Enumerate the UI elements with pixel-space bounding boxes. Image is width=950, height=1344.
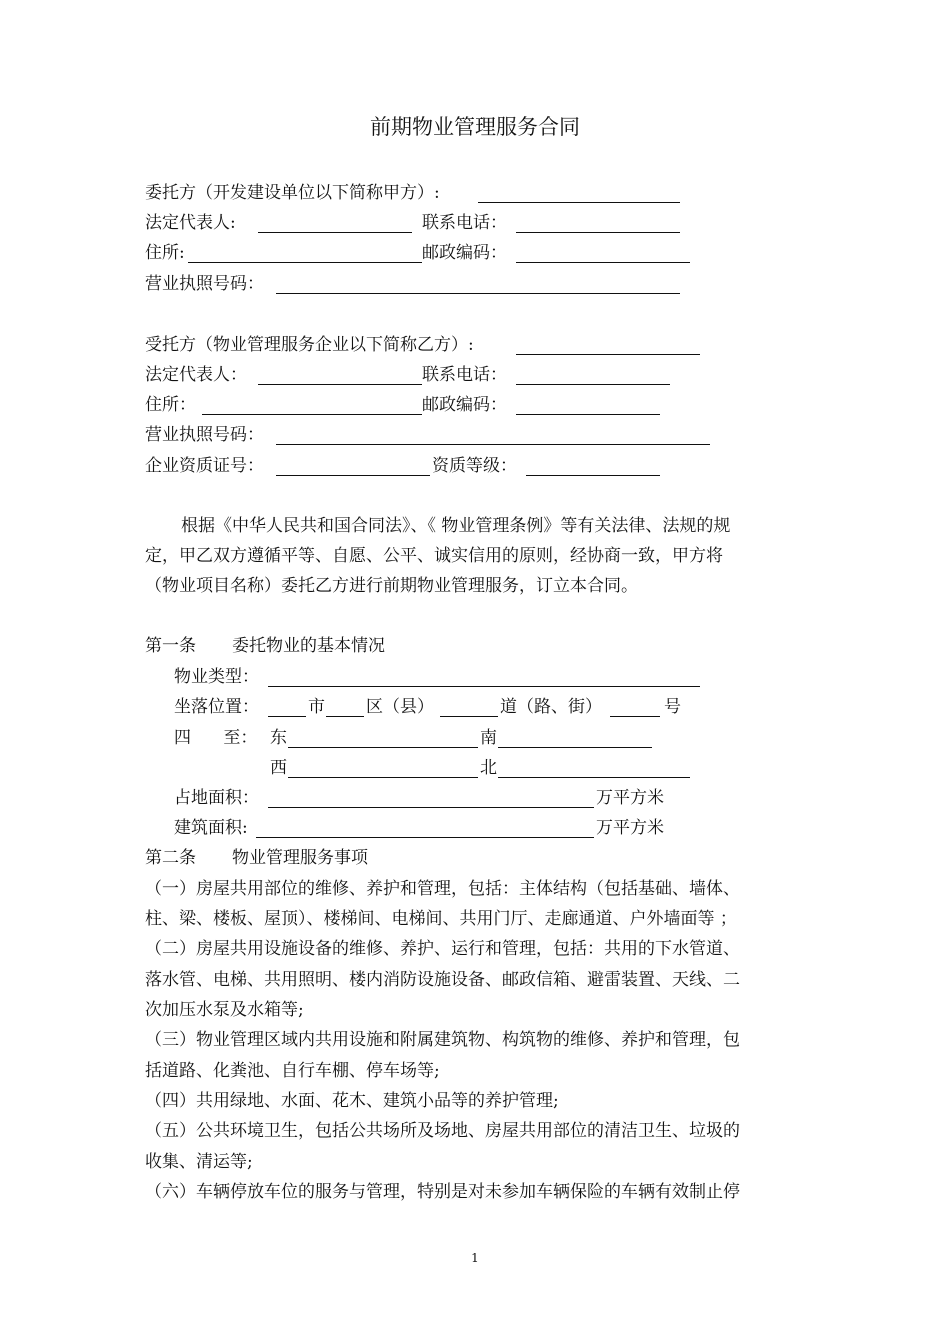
land-area-label: 占地面积： bbox=[174, 788, 259, 808]
location-road-text: 道（路、街） bbox=[500, 697, 602, 717]
page-number: 1 bbox=[471, 1251, 479, 1265]
land-area-unit: 万平方米 bbox=[596, 788, 664, 808]
party-a-legal-rep-label: 法定代表人: bbox=[145, 213, 236, 233]
article-2-line: （一）房屋共用部位的维修、养护和管理，包括：主体结构（包括基础、墙体、 bbox=[145, 879, 740, 899]
party-a-license-line[interactable] bbox=[276, 293, 680, 294]
location-district-line[interactable] bbox=[326, 716, 364, 717]
article-2-title: 物业管理服务事项 bbox=[232, 848, 368, 868]
article-2-line: 次加压水泵及水箱等; bbox=[145, 1000, 304, 1020]
article-2-line: （四）共用绿地、水面、花木、建筑小品等的养护管理; bbox=[145, 1091, 559, 1111]
party-b-legal-rep-label: 法定代表人： bbox=[145, 365, 247, 385]
party-b-phone-label: 联系电话： bbox=[422, 365, 507, 385]
building-area-label: 建筑面积: bbox=[174, 818, 248, 838]
article-2-line: （五）公共环境卫生，包括公共场所及场地、房屋共用部位的清洁卫生、垃圾的 bbox=[145, 1121, 740, 1141]
party-b-qualification-cert-label: 企业资质证号： bbox=[145, 456, 264, 476]
party-b-name-line[interactable] bbox=[516, 354, 700, 355]
bound-south-line[interactable] bbox=[498, 747, 652, 748]
land-area-line[interactable] bbox=[268, 807, 594, 808]
bound-west-text: 西 bbox=[270, 758, 287, 778]
document-title: 前期物业管理服务合同 bbox=[370, 115, 580, 139]
article-2-line: （二）房屋共用设施设备的维修、养护、运行和管理，包括：共用的下水管道、 bbox=[145, 939, 740, 959]
party-a-address-line[interactable] bbox=[188, 262, 422, 263]
party-b-address-label: 住所： bbox=[145, 395, 196, 415]
party-a-license-label: 营业执照号码： bbox=[145, 274, 264, 294]
party-b-qualification-level-label: 资质等级： bbox=[432, 456, 517, 476]
article-2-number: 第二条 bbox=[145, 848, 196, 868]
intro-line: 根据《中华人民共和国合同法》、《 物业管理条例》等有关法律、法规的规 bbox=[181, 516, 731, 536]
party-a-legal-rep-line[interactable] bbox=[258, 232, 412, 233]
bound-west-line[interactable] bbox=[288, 777, 478, 778]
location-road-line[interactable] bbox=[440, 716, 498, 717]
article-2-line: （三）物业管理区域内共用设施和附属建筑物、构筑物的维修、养护和管理，包 bbox=[145, 1030, 740, 1050]
party-b-address-line[interactable] bbox=[202, 414, 422, 415]
article-2-line: 落水管、电梯、共用照明、楼内消防设施设备、邮政信箱、避雷装置、天线、二 bbox=[145, 970, 740, 990]
party-b-license-label: 营业执照号码： bbox=[145, 425, 264, 445]
building-area-line[interactable] bbox=[256, 837, 594, 838]
party-a-name-line[interactable] bbox=[478, 202, 680, 203]
location-city-line[interactable] bbox=[268, 716, 306, 717]
party-b-phone-line[interactable] bbox=[516, 384, 670, 385]
article-2-line: （六）车辆停放车位的服务与管理，特别是对未参加车辆保险的车辆有效制止停 bbox=[145, 1182, 740, 1202]
party-a-phone-label: 联系电话： bbox=[422, 213, 507, 233]
bound-east-text: 东 bbox=[270, 728, 287, 748]
location-label: 坐落位置： bbox=[174, 697, 259, 717]
party-a-phone-line[interactable] bbox=[516, 232, 680, 233]
intro-line: （物业项目名称）委托乙方进行前期物业管理服务，订立本合同。 bbox=[145, 576, 638, 596]
property-type-label: 物业类型： bbox=[174, 667, 259, 687]
bound-south-text: 南 bbox=[480, 728, 497, 748]
party-a-address-label: 住所: bbox=[145, 243, 185, 263]
location-number-line[interactable] bbox=[610, 716, 660, 717]
party-b-qualification-level-line[interactable] bbox=[526, 475, 660, 476]
bounds-label: 四 至： bbox=[174, 728, 258, 748]
article-2-line: 括道路、化粪池、自行车棚、停车场等; bbox=[145, 1061, 440, 1081]
bound-north-line[interactable] bbox=[498, 777, 690, 778]
party-b-heading: 受托方（物业管理服务企业以下简称乙方）: bbox=[145, 335, 474, 355]
property-type-line[interactable] bbox=[268, 686, 700, 687]
party-b-qualification-cert-line[interactable] bbox=[276, 475, 430, 476]
article-2-line: 柱、梁、楼板、屋顶）、楼梯间、电梯间、共用门厅、走廊通道、户外墙面等 ； bbox=[145, 909, 737, 929]
article-2-line: 收集、清运等; bbox=[145, 1152, 253, 1172]
bound-east-line[interactable] bbox=[288, 747, 478, 748]
party-b-license-line[interactable] bbox=[276, 444, 710, 445]
building-area-unit: 万平方米 bbox=[596, 818, 664, 838]
party-b-postcode-line[interactable] bbox=[516, 414, 660, 415]
intro-line: 定，甲乙双方遵循平等、自愿、公平、诚实信用的原则，经协商一致，甲方将 bbox=[145, 546, 723, 566]
article-1-number: 第一条 bbox=[145, 636, 196, 656]
bound-north-text: 北 bbox=[480, 758, 497, 778]
location-district-text: 区（县） bbox=[366, 697, 434, 717]
location-number-text: 号 bbox=[664, 697, 681, 717]
party-a-postcode-line[interactable] bbox=[516, 262, 690, 263]
party-a-postcode-label: 邮政编码： bbox=[422, 243, 507, 263]
article-1-title: 委托物业的基本情况 bbox=[232, 636, 385, 656]
party-b-postcode-label: 邮政编码： bbox=[422, 395, 507, 415]
party-a-heading: 委托方（开发建设单位以下简称甲方）: bbox=[145, 183, 440, 203]
location-city-text: 市 bbox=[308, 697, 325, 717]
party-b-legal-rep-line[interactable] bbox=[258, 384, 422, 385]
